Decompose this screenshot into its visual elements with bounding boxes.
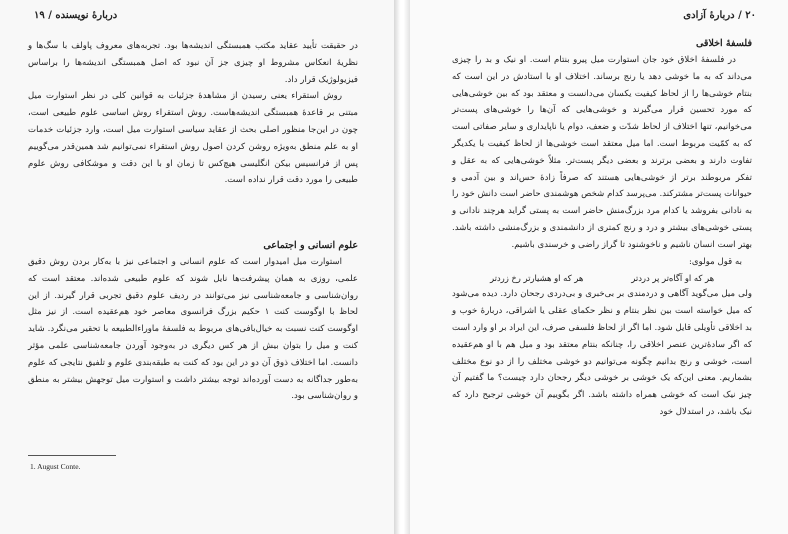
section-heading: علوم انسانی و اجتماعی [263, 240, 358, 251]
verse-couplet [466, 270, 738, 286]
header-separator: / [734, 10, 742, 21]
paragraph: در فلسفهٔ اخلاق خود جان استوارت میل پیرو بنتام است. او نیک و بد را چیزی می‌داند که به ما خوشی دهد یا رنج برساند. اختلاف او با استادش در این است که بنتام خوشی‌ها را از لحاظ کیفیت یکسان می‌دانست و معتقد بود که بین خوشی‌هایی که مورد تحسین قرار می‌گیرند و خوشی‌هایی که آن‌ها را خوشی‌های پست‌تر می‌خوانیم، تنها اختلاف از لحاظ شدّت و ضعف، دوام یا ناپایداری و سایر صفاتی است که به کمّیت مربوط است. اما میل معتقد است خوشی‌ها از لحاظ کیفیت با یکدیگر تفاوت دارند و بعضی برترند و بعضی دیگر پست‌تر. مثلاً خوشی‌هایی که به عقل و تفکر مربوطند برتر از خوشی‌هایی هستند که صرفاً زادهٔ حس‌اند و بین آدمی و حیوانات پست‌تر مشترکند. می‌پرسد کدام شخص هوشمندی حاضر است دانش خود را به نادانی بفروشد یا کدام مرد بزرگ‌منش حاضر است به پستی گراید هرچند نادانی و پستی خوشی‌های بیشتر و درد و رنج کمتری از دانشمندی و بزرگ‌منشی داشته باشد. بهتر است انسان ناشیم و ناخوشنود تا گراز راضی و خرسندی باشیم. [452, 55, 752, 250]
footnote-divider [28, 455, 116, 456]
paragraph: روش استقراء یعنی رسیدن از مشاهدهٔ جزئیات به قوانین کلی در نظر استوارت میل مبتنی بر قاعدهٔ همبستگی اندیشه‌هاست. روش استقراء روش اساسی علوم طبیعی است، چون در این‌جا منظور اصلی بحث از عقاید سیاسی استوارت میل است، وارد جزئیات خدمات او به علم منطق به‌ویژه روشن کردن اصول روش استقراء نمی‌توانیم شد همین‌قدر می‌گوییم پس از فرانسیس بیکن انگلیسی هیچ‌کس تا زمان او با این دقت و موشکافی روش علوم طبیعی را مورد دقت قرار نداده است. [28, 91, 358, 186]
header-title: دربارهٔ نویسنده [55, 10, 118, 21]
paragraph: ولی میل می‌گوید آگاهی و دردمندی بر بی‌خبری و بی‌دردی رجحان دارد. دیده می‌شود که میل خواسته است بین نظر بنتام و نظر حکمای عقلی یا اشراقی، دربارهٔ خوب و بد اخلاقی تأویلی قایل شود. اما اگر از لحاظ فلسفی صرف، این ایراد بر او وارد است که اگر سادهٔ‌ترین عنصر اخلاقی را، چنانکه بنتام معتقد بود و میل هم با او هم‌عقیده است، خوشی و رنج بدانیم چگونه می‌توانیم دو خوشی مختلف را از دو نوع مختلف بشماریم. معنی این‌که یک خوشی بر خوشی دیگر رجحان دارد چیست؟ ما گفتیم آن چیز نیک است که خوشی همراه داشته باشد. اگر بگوییم آن خوشی ترجیح دارد که نیک باشد، در استدلال خود [452, 289, 752, 417]
running-head-left [34, 10, 117, 21]
section-heading: فلسفهٔ اخلاقی [695, 38, 752, 49]
footnote: 1. August Conte. [30, 462, 81, 471]
running-head-right [683, 10, 756, 21]
right-page [410, 0, 788, 534]
left-body-text [28, 38, 358, 189]
left-section [28, 238, 358, 405]
verse-hemistich: هر که او هشیارتر رخ زردتر [489, 273, 584, 284]
header-title: دربارهٔ آزادی [683, 10, 735, 21]
verse-intro: به قول مولوی: [689, 256, 742, 267]
paragraph: استوارت میل امیدوار است که علوم انسانی و اجتماعی نیز با به‌کار بردن روش دقیق علمی، روزی به همان پیشرفت‌ها نایل شوند که علوم طبیعی شده‌اند. معتقد است که روان‌شناسی و جامعه‌شناسی نیز می‌توانند در ردیف علوم دقیق تجربی قرار گیرند. از این لحاظ با اوگوست کنت ۱ حکیم بزرگ فرانسوی معاصر خود هم‌عقیده است. از نیز مثل اوگوست کنت نسبت به خیال‌بافی‌های مربوط به فلسفهٔ ماوراءالطبیعه با تحقیر می‌نگرد. شاید کنت و میل را بتوان بیش از هر کس دیگری در به‌وجود آوردن جامعه‌شناسی علمی مؤثر دانست. اما اختلاف ذوق آن دو در این بود که کنت به طبقه‌بندی علوم و تلفیق نتایجی که علوم به‌طور جداگانه به دست آورده‌اند توجه بیشتر داشت و استوارت میل توجهش بیشتر به منطق و روان‌شناسی بود. [28, 257, 359, 402]
verse-hemistich: هر که او آگاه‌تر پر دردتر [631, 273, 715, 284]
right-body-text [452, 36, 752, 421]
page-number: ۲۰ [745, 10, 756, 21]
page-number: ۱۹ [34, 10, 45, 21]
paragraph: در حقیقت تأیید عقاید مکتب همبستگی اندیشه‌ها بود. تجربه‌های معروف پاولف با سگ‌ها و نظریهٔ انعکاس مشروط او چیزی جز آن نبود که اصل همبستگی اندیشه‌ها را براساس فیزیولوژیک قرار داد. [28, 41, 358, 85]
book-gutter [394, 0, 410, 534]
header-separator: / [44, 10, 52, 21]
